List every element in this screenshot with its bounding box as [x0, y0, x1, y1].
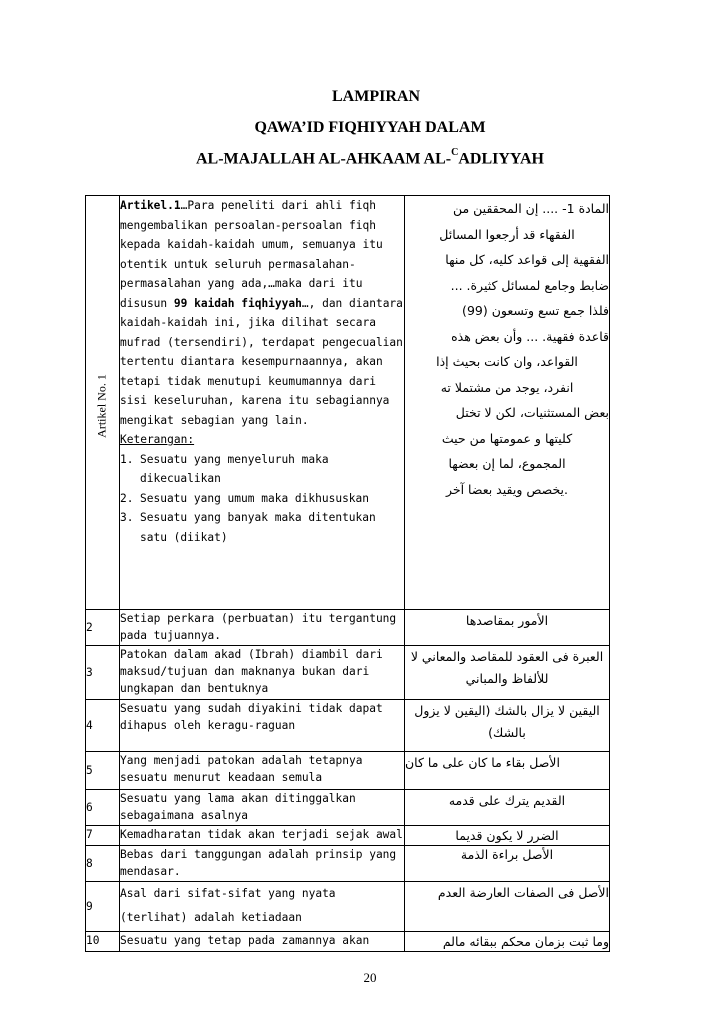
- article-title: Artikel.1: [120, 199, 181, 212]
- indonesian-cell: Sesuatu yang tetap pada zamannya akan: [120, 932, 405, 952]
- list-item: [120, 489, 404, 509]
- arabic-line: المادة 1- .... إن المحققين من: [452, 201, 609, 216]
- table-row: [86, 826, 610, 846]
- row-number: 8: [86, 846, 120, 882]
- arabic-line: المجموع، لما إن بعضها: [448, 456, 566, 471]
- qawaid-table: [85, 195, 610, 952]
- table-row: [86, 846, 610, 882]
- indonesian-cell: Patokan dalam akad (Ibrah) diambil dari maksud/tujuan dan maknanya bukan dari ungkapan dan bentuknya: [120, 646, 405, 700]
- indonesian-cell: Kemadharatan tidak akan terjadi sejak awal: [120, 826, 405, 846]
- arabic-line: .يخصص ويقيد بعضا آخر: [445, 481, 569, 497]
- indonesian-cell: [120, 196, 405, 610]
- arabic-line: قاعدة فقهية. ... وأن بعض هذه: [451, 328, 609, 344]
- row-number: 5: [86, 752, 120, 790]
- vertical-label: [90, 236, 114, 576]
- table-row: [86, 790, 610, 826]
- indonesian-cell: Setiap perkara (perbuatan) itu tergantung pada tujuannya.: [120, 610, 405, 646]
- article-bold: 99 kaidah fiqhiyyah: [173, 296, 302, 310]
- row-number: 6: [86, 790, 120, 826]
- indonesian-cell: Sesuatu yang sudah diyakini tidak dapat dihapus oleh keragu-raguan: [120, 700, 405, 752]
- note-number: 2.: [120, 491, 134, 505]
- table-row: [86, 196, 610, 610]
- row-label-cell: [86, 196, 120, 610]
- article-tail: …, dan diantara kaidah-kaidah ini, jika dilihat secara mufrad (tersendiri), terdapat pengecualian tertentu diantara kesempurnaannya, akan tetapi tidak menutupi keumumannya dari sisi keseluruhan, karena itu sebagiannya mengikat sebagian yang lain.: [120, 296, 403, 427]
- table-row: [86, 700, 610, 752]
- arabic-line: انفرد، يوجد من مشتملا ته: [440, 379, 574, 395]
- keterangan-label: Keterangan:: [120, 433, 195, 446]
- arabic-line: القواعد، وان كانت بحيث إذا: [436, 354, 578, 369]
- arabic-cell: الضرر لا يكون قديما: [405, 826, 610, 846]
- arabic-cell: اليقين لا يزال بالشك (اليقين لا يزول بالشك): [405, 700, 610, 752]
- row-number: 3: [86, 646, 120, 700]
- arabic-cell: الأصل بقاء ما كان على ما كان: [405, 752, 610, 790]
- note-number: 1.: [120, 452, 134, 466]
- title-lampiran: LAMPIRAN: [332, 88, 420, 105]
- arabic-cell: الأصل براءة الذمة: [405, 846, 610, 882]
- list-item: [120, 450, 404, 489]
- article-text: [120, 196, 404, 430]
- indonesian-cell: Yang menjadi patokan adalah tetapnya sesuatu menurut keadaan semula: [120, 752, 405, 790]
- arabic-line: الفقهية إلى قواعد كليه، كل منها: [445, 252, 609, 267]
- note-text: Sesuatu yang banyak maka ditentukan satu (diikat): [140, 511, 376, 544]
- arabic-line: كليتها و عمومتها من حيث: [441, 430, 573, 446]
- row-number: 4: [86, 700, 120, 752]
- table-row: [86, 752, 610, 790]
- notes-list: [120, 450, 404, 548]
- row-number: 9: [86, 882, 120, 932]
- arabic-cell: الأمور بمقاصدها: [405, 610, 610, 646]
- indonesian-cell: Sesuatu yang lama akan ditinggalkan sebagaimana asalnya: [120, 790, 405, 826]
- title-majallah-pre: AL-MAJALLAH AL-AHKAAM AL-: [196, 150, 452, 168]
- row-number: 10: [86, 932, 120, 952]
- indonesian-cell: Bebas dari tanggungan adalah prinsip yang mendasar.: [120, 846, 405, 882]
- row-number: 2: [86, 610, 120, 646]
- table-row: [86, 610, 610, 646]
- row-number: 7: [86, 826, 120, 846]
- arabic-cell: القديم يترك على قدمه: [405, 790, 610, 826]
- note-number: 3.: [120, 511, 134, 524]
- article-label: Artikel No. 1: [94, 374, 109, 438]
- title-majallah: [6, 149, 728, 168]
- arabic-cell: العبرة فى العقود للمقاصد والمعاني لا للألفاظ والمباني: [405, 646, 610, 700]
- table-row: [86, 646, 610, 700]
- title-majallah-post: ADLIYYAH: [458, 150, 544, 168]
- arabic-cell: [405, 196, 610, 610]
- arabic-line: ضابط وجامع لمسائل كثيرة. ...: [450, 277, 609, 293]
- title-majallah-sup: C: [451, 147, 459, 158]
- arabic-line: بعض المستثنيات، لكن لا تختل: [455, 405, 609, 420]
- table-row: [86, 932, 610, 952]
- indonesian-cell: Asal dari sifat-sifat yang nyata (terlihat) adalah ketiadaan: [120, 882, 405, 932]
- list-item: [120, 508, 404, 547]
- note-text: Sesuatu yang umum maka dikhususkan: [140, 491, 370, 505]
- article-lead: …Para peneliti dari ahli fiqh mengembalikan persoalan-persoalan fiqh kepada kaidah-kaidah umum, semuanya itu otentik untuk seluruh permasalahan-permasalahan yang ada,…maka dari itu disusun: [120, 199, 383, 310]
- arabic-cell: وما ثبت بزمان محكم ببقائه مالم: [405, 932, 610, 952]
- arabic-cell: الأصل فى الصفات العارضة العدم: [405, 882, 610, 932]
- title-qawaid: QAWA’ID FIQHIYYAH DALAM: [254, 119, 486, 136]
- note-text: Sesuatu yang menyeluruh maka dikecualikan: [140, 452, 329, 485]
- arabic-line: الفقهاء قد أرجعوا المسائل: [439, 226, 575, 242]
- table-row: [86, 882, 610, 932]
- arabic-line: فلذا جمع تسع وتسعون (99): [462, 303, 609, 318]
- page-number: 20: [363, 970, 377, 985]
